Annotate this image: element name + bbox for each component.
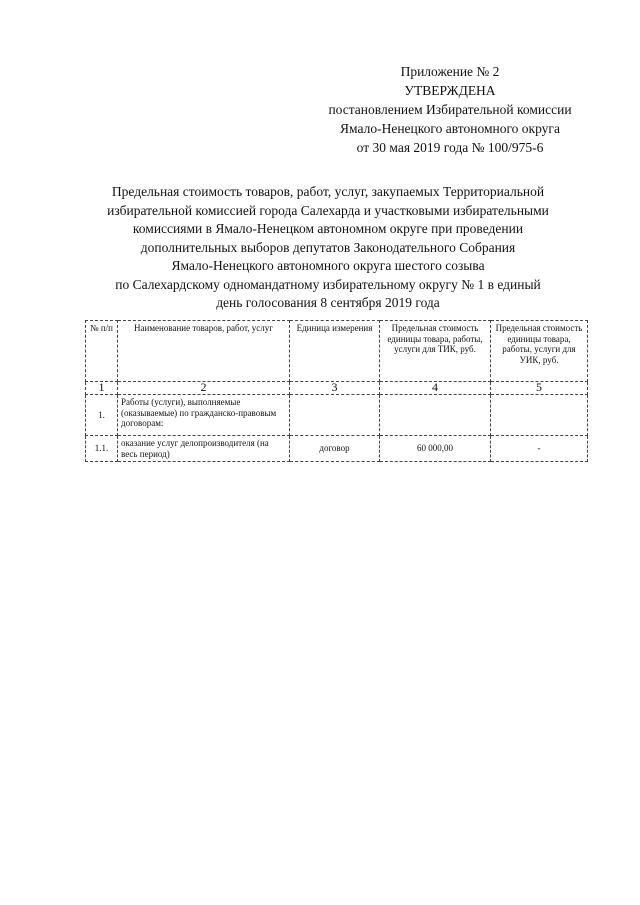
approved-label: УТВЕРЖДЕНА (404, 83, 496, 98)
header-cell-tik: Предельная стоимость единицы товара, работы, услуги для ТИК, руб. (380, 321, 491, 382)
table-header-row (86, 321, 588, 382)
row-tik-price (380, 395, 491, 436)
appendix-line-3: от 30 мая 2019 года № 100/975-6 (356, 140, 544, 155)
column-number: 5 (491, 382, 588, 395)
title-line: по Салехардскому одномандатному избирательному округу № 1 в единый (115, 276, 541, 292)
table-row (86, 436, 588, 462)
column-number-row (86, 382, 588, 395)
column-number: 1 (86, 382, 118, 395)
header-cell-num: № п/п (86, 321, 118, 382)
row-num: 1. (86, 395, 118, 436)
header-cell-name: Наименование товаров, работ, услуг (118, 321, 290, 382)
appendix-block (300, 62, 600, 157)
price-table (85, 320, 588, 462)
row-uik-price (491, 395, 588, 436)
row-unit (290, 395, 380, 436)
title-line: Ямало-Ненецкого автономного округа шестого созыва (171, 258, 485, 273)
header-cell-uik: Предельная стоимость единицы товара, работы, услуги для УИК, руб. (491, 321, 588, 382)
row-name: Работы (услуги), выполняемые (оказываемые) по гражданско-правовым договорам: (118, 395, 290, 436)
appendix-number: Приложение № 2 (400, 64, 500, 79)
column-number: 2 (118, 382, 290, 395)
title-line: Предельная стоимость товаров, работ, услуг, закупаемых Территориальной (111, 184, 545, 199)
title-line: комиссиями в Ямало-Ненецком автономном округе при проведении (132, 221, 524, 236)
row-uik-price: - (491, 436, 588, 462)
title-line: избирательной комиссией города Салехарда и участковыми избирательными (107, 202, 549, 218)
column-number: 4 (380, 382, 491, 395)
row-num: 1.1. (86, 436, 118, 462)
title-line: день голосования 8 сентября 2019 года (216, 295, 440, 310)
header-cell-unit: Единица измерения (290, 321, 380, 382)
document-title (78, 183, 578, 313)
appendix-line-2: Ямало-Ненецкого автономного округа (340, 121, 560, 136)
row-name: оказание услуг делопроизводителя (на весь период) (118, 436, 290, 462)
table-row (86, 395, 588, 436)
column-number: 3 (290, 382, 380, 395)
row-unit: договор (290, 436, 380, 462)
appendix-line-1: постановлением Избирательной комиссии (328, 102, 572, 117)
row-tik-price: 60 000,00 (380, 436, 491, 462)
title-line: дополнительных выборов депутатов Законодательного Собрания (140, 239, 516, 255)
